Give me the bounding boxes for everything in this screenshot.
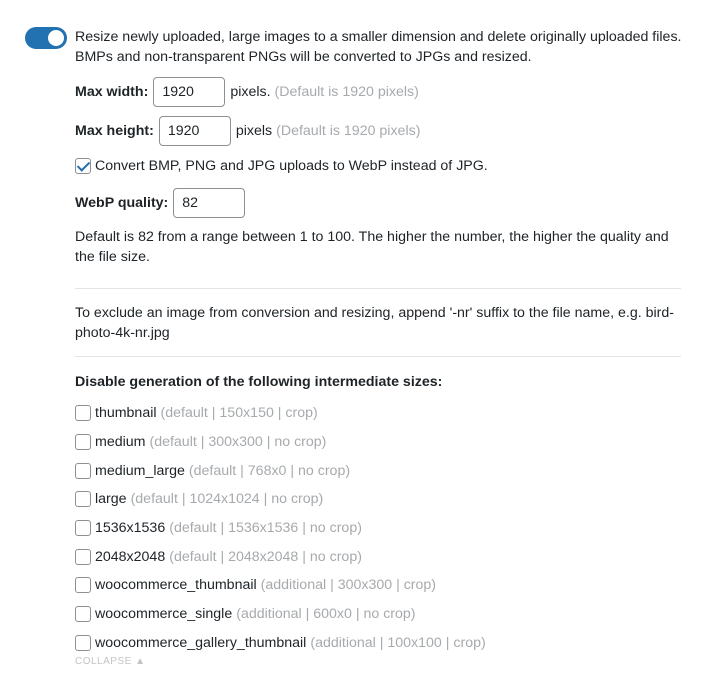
size-meta: (default | 2048x2048 | no crop): [169, 548, 362, 565]
max-width-row: [75, 77, 419, 107]
webp-quality-help: Default is 82 from a range between 1 to 100. The higher the number, the higher the quality and the file size.: [75, 229, 669, 265]
size-name: thumbnail: [95, 405, 157, 422]
max-width-label: Max width:: [75, 84, 149, 100]
size-name: 2048x2048: [95, 548, 166, 565]
size-item: [75, 600, 486, 629]
max-width-hint: (Default is 1920 pixels): [274, 84, 419, 100]
size-checkbox[interactable]: [75, 606, 91, 622]
resize-description: Resize newly uploaded, large images to a smaller dimension and delete originally uploaded files. BMPs and non-transparent PNGs will be converted to JPGs and resized.: [75, 29, 682, 65]
size-item: [75, 428, 486, 457]
size-checkbox[interactable]: [75, 635, 91, 651]
size-meta: (default | 300x300 | no crop): [149, 434, 327, 451]
webp-quality-label: WebP quality:: [75, 195, 169, 211]
size-meta: (additional | 100x100 | crop): [310, 634, 486, 651]
size-name: woocommerce_single: [95, 606, 233, 623]
max-height-hint: (Default is 1920 pixels): [276, 123, 421, 139]
webp-convert-checkbox[interactable]: [75, 158, 91, 174]
size-meta: (default | 150x150 | crop): [160, 405, 318, 422]
max-height-input[interactable]: [159, 116, 231, 146]
max-width-unit: pixels.: [230, 84, 271, 100]
size-name: woocommerce_thumbnail: [95, 577, 257, 594]
size-checkbox[interactable]: [75, 463, 91, 479]
size-checkbox[interactable]: [75, 520, 91, 536]
size-meta: (default | 768x0 | no crop): [188, 462, 351, 479]
divider: [75, 356, 681, 357]
collapse-link[interactable]: COLLAPSE ▲: [75, 656, 146, 667]
size-item: [75, 571, 486, 600]
sizes-title: Disable generation of the following intermediate sizes:: [75, 374, 443, 390]
max-height-unit: pixels: [235, 123, 273, 139]
size-meta: (default | 1024x1024 | no crop): [130, 491, 324, 508]
exclude-note: To exclude an image from conversion and resizing, append '-nr' suffix to the file name, e.g. bird-photo-4k-nr.jpg: [75, 305, 674, 341]
resize-toggle[interactable]: [25, 27, 67, 49]
size-item: [75, 542, 486, 571]
divider: [75, 288, 681, 289]
size-name: medium: [95, 434, 146, 451]
size-checkbox[interactable]: [75, 491, 91, 507]
max-height-label: Max height:: [75, 123, 154, 139]
size-meta: (additional | 600x0 | no crop): [236, 606, 416, 623]
size-name: woocommerce_gallery_thumbnail: [95, 634, 307, 651]
size-meta: (additional | 300x300 | crop): [260, 577, 437, 594]
size-name: 1536x1536: [95, 520, 166, 537]
size-checkbox[interactable]: [75, 405, 91, 421]
size-checkbox[interactable]: [75, 577, 91, 593]
size-meta: (default | 1536x1536 | no crop): [169, 520, 362, 537]
webp-convert-label: Convert BMP, PNG and JPG uploads to WebP instead of JPG.: [95, 158, 488, 174]
size-name: large: [95, 491, 127, 508]
size-item: [75, 485, 486, 514]
webp-quality-row: [75, 188, 250, 218]
size-item: [75, 514, 486, 543]
webp-quality-input[interactable]: [173, 188, 245, 218]
max-height-row: [75, 116, 420, 146]
webp-convert-row: [75, 158, 488, 174]
size-item: [75, 399, 486, 428]
size-checkbox[interactable]: [75, 434, 91, 450]
size-item: [75, 629, 486, 658]
size-item: [75, 456, 486, 485]
size-checkbox[interactable]: [75, 549, 91, 565]
toggle-knob: [48, 30, 64, 46]
size-list: [75, 399, 486, 657]
max-width-input[interactable]: [153, 77, 225, 107]
size-name: medium_large: [95, 462, 185, 479]
